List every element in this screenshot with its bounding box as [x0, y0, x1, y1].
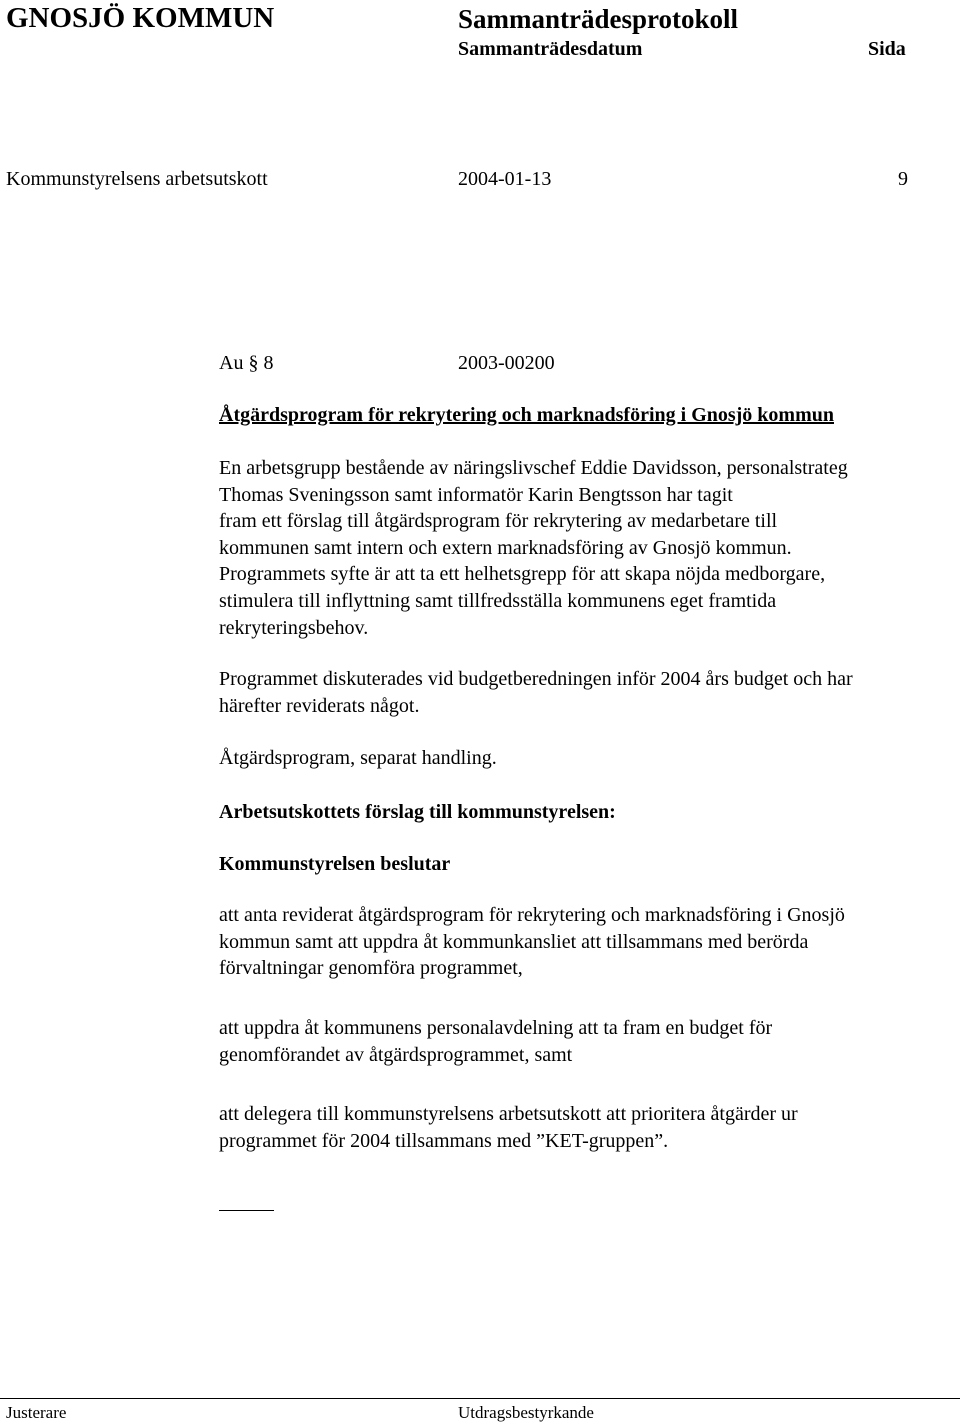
- decision-line: kommun samt att uppdra åt kommunkansliet att tillsammans med berörda: [219, 930, 809, 953]
- decision-item: [219, 1015, 949, 1068]
- proposal-heading: Arbetsutskottets förslag till kommunstyrelsen:: [219, 801, 616, 823]
- case-subject: Åtgärdsprogram för rekrytering och marknadsföring i Gnosjö kommun: [219, 404, 834, 426]
- meeting-date-label: Sammanträdesdatum: [458, 38, 643, 60]
- meeting-date: 2004-01-13: [458, 168, 552, 190]
- page-number: 9: [898, 168, 908, 190]
- footer-justerare: Justerare: [6, 1403, 67, 1422]
- case-paragraph: Au § 8: [219, 352, 274, 374]
- attachment-text: Åtgärdsprogram, separat handling.: [219, 747, 497, 769]
- intro-line: stimulera till inflyttning samt tillfredsställa kommunens eget framtida: [219, 589, 777, 612]
- intro-line: Thomas Sveningsson samt informatör Karin Bengtsson har tagit: [219, 483, 733, 506]
- decision-line: programmet för 2004 tillsammans med ”KET-gruppen”.: [219, 1129, 669, 1152]
- intro-line: En arbetsgrupp bestående av näringslivschef Eddie Davidsson, personalstrateg: [219, 457, 848, 479]
- decision-line: att anta reviderat åtgärdsprogram för rekrytering och marknadsföring i Gnosjö: [219, 904, 845, 926]
- intro-line: rekryteringsbehov.: [219, 616, 369, 639]
- footer-utdragsbestyrkande: Utdragsbestyrkande: [458, 1403, 594, 1422]
- discussion-line: härefter reviderats något.: [219, 694, 420, 717]
- intro-line: kommunen samt intern och extern marknadsföring av Gnosjö kommun.: [219, 536, 792, 559]
- decision-line: förvaltningar genomföra programmet,: [219, 957, 523, 980]
- municipality-name: GNOSJÖ KOMMUN: [6, 2, 275, 34]
- decision-line: att delegera till kommunstyrelsens arbetsutskott att prioritera åtgärder ur: [219, 1103, 798, 1125]
- decision-line: genomförandet av åtgärdsprogrammet, samt: [219, 1043, 573, 1066]
- attachment-note: [219, 745, 949, 772]
- intro-line: fram ett förslag till åtgärdsprogram för rekrytering av medarbetare till: [219, 510, 778, 533]
- discussion-paragraph: [219, 666, 949, 719]
- decision-item: [219, 902, 949, 982]
- intro-paragraph: [219, 455, 949, 641]
- page-label: Sida: [868, 38, 906, 60]
- case-number: 2003-00200: [458, 352, 555, 374]
- intro-line: Programmets syfte är att ta ett helhetsgrepp för att skapa nöjda medborgare,: [219, 563, 826, 586]
- discussion-line: Programmet diskuterades vid budgetberedningen inför 2004 års budget och har: [219, 668, 853, 690]
- decision-line: att uppdra åt kommunens personalavdelning att ta fram en budget för: [219, 1017, 773, 1039]
- footer-divider: [0, 1398, 960, 1399]
- decision-heading: Kommunstyrelsen beslutar: [219, 853, 451, 875]
- committee-name: Kommunstyrelsens arbetsutskott: [6, 168, 268, 190]
- end-rule: [219, 1210, 274, 1211]
- document-type: Sammanträdesprotokoll: [458, 4, 739, 34]
- decision-item: [219, 1101, 949, 1154]
